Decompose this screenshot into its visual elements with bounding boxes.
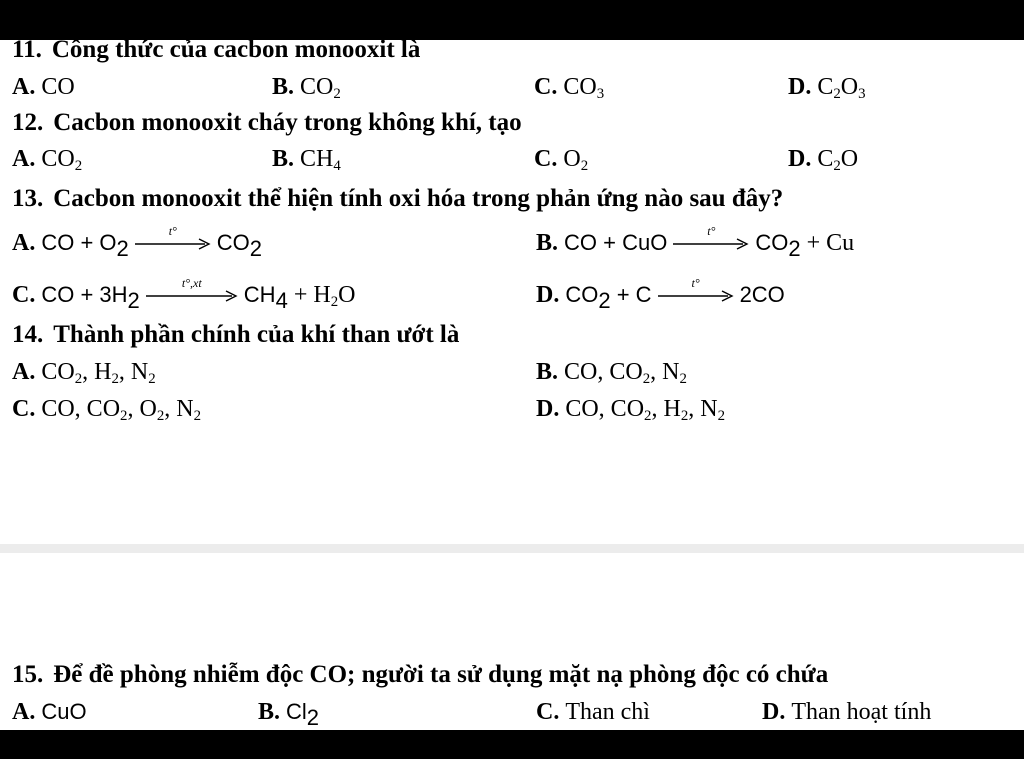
q13-option-a[interactable]: A. CO + $O_2$ t° $CO_2$ [12,224,263,262]
q13-option-d[interactable]: D. $CO_2 + C$ t° 2CO [536,276,785,314]
q11-option-a[interactable]: A. CO [12,74,75,100]
top-black-bar [0,0,1024,40]
q11-option-b[interactable]: B. $CO_2$ [272,74,341,103]
q12-option-c[interactable]: C. $O_2$ [534,146,589,175]
question-text: Công thức của cacbon monooxit là [51,36,421,63]
question-number: 14. [12,321,44,348]
section-divider [0,544,1024,553]
q12-option-d[interactable]: D. $C_2O$ [788,146,859,175]
question-13 [12,186,783,211]
q12-option-a[interactable]: A. $CO_2$ [12,146,83,175]
question-12 [12,110,522,135]
question-number: 12. [12,109,44,136]
question-text: Để đề phòng nhiễm độc CO; người ta sử dụng mặt nạ phòng độc có chứa [53,661,829,688]
reaction-arrow-icon: t° [658,286,734,306]
q13-option-c[interactable]: C. CO + $3H_2$ t°,xt $CH_4 + H_2O$ [12,276,356,314]
reaction-arrow-icon: t° [673,234,749,254]
bottom-black-bar [0,730,1024,759]
q11-option-c[interactable]: C. $CO_3$ [534,74,605,103]
q12-option-b[interactable]: B. $CH_4$ [272,146,341,175]
question-number: 13. [12,185,44,212]
question-text: Thành phần chính của khí than ướt là [53,321,460,348]
reaction-arrow-icon: t° [135,234,211,254]
q11-option-d[interactable]: D. $C_2O_3$ [788,74,866,103]
question-15 [12,662,828,687]
q15-option-b[interactable]: B. $Cl_2$ [258,699,320,731]
q14-option-a[interactable]: A. $CO_2$, $H_2$, $N_2$ [12,359,156,388]
q14-option-d[interactable]: D. CO, $CO_2$, $H_2$, $N_2$ [536,396,726,425]
question-11 [12,37,420,62]
question-text: Cacbon monooxit thể hiện tính oxi hóa trong phản ứng nào sau đây? [53,185,784,212]
question-number: 15. [12,661,44,688]
question-text: Cacbon monooxit cháy trong không khí, tạo [53,109,522,136]
q15-option-a[interactable]: A. CuO [12,699,87,725]
q14-option-c[interactable]: C. CO, $CO_2$, $O_2$, $N_2$ [12,396,202,425]
q15-option-d[interactable]: D. Than hoạt tính [762,699,932,725]
question-14 [12,322,459,347]
q13-option-b[interactable]: B. CO + CuO t° $CO_2 + Cu$ [536,224,855,262]
q15-option-c[interactable]: C. Than chì [536,699,650,725]
question-number: 11. [12,36,42,63]
q14-option-b[interactable]: B. CO, $CO_2$, $N_2$ [536,359,687,388]
reaction-arrow-icon: t°,xt [146,286,238,306]
